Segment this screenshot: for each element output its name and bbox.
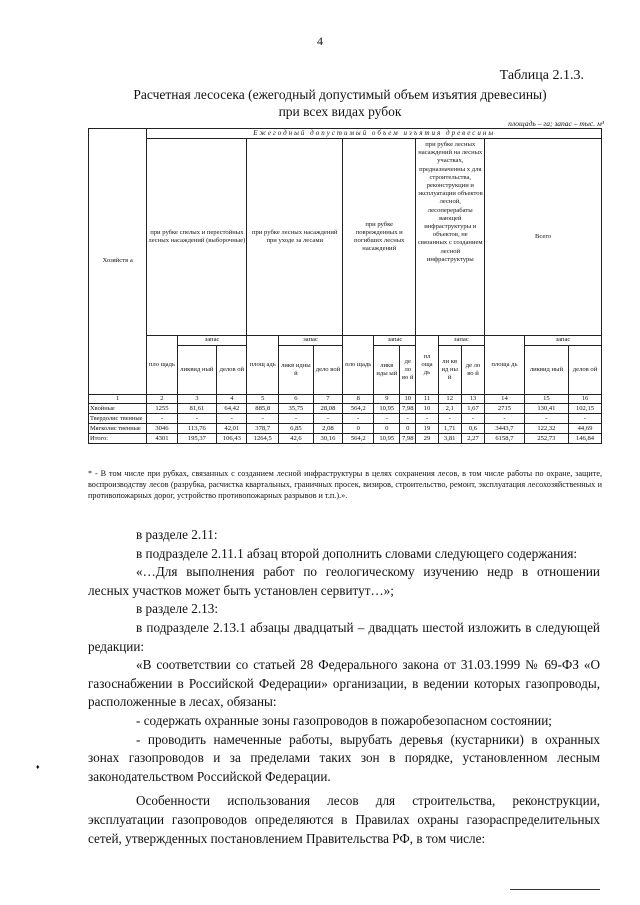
page-number: 4: [317, 34, 323, 48]
table-cell: 28,08: [313, 404, 342, 414]
table-cell: 30,16: [313, 434, 342, 444]
table-cell: 0,6: [461, 424, 484, 434]
paragraph: в разделе 2.13:: [136, 601, 218, 617]
table-cell: 64,42: [217, 404, 247, 414]
sub-area-3: пло щадь: [343, 336, 374, 395]
table-cell: -: [569, 414, 602, 424]
table-cell: 2,27: [461, 434, 484, 444]
farm-header: Хозяйств а: [89, 129, 147, 395]
table-row: [89, 424, 602, 434]
table-cell: 1255: [147, 404, 177, 414]
paragraph: в подразделе 2.13.1 абзацы двадцатый – двадцать шестой изложить в следующей редакции:: [88, 619, 600, 654]
table-cell: -: [374, 414, 400, 424]
table-cell: 2715: [485, 404, 525, 414]
table-cell: 6,85: [278, 424, 313, 434]
table-cell: 1,67: [461, 404, 484, 414]
stock-label-4: запас: [438, 336, 485, 346]
logging-quota-table: [88, 128, 602, 444]
table-cell: 1,71: [438, 424, 461, 434]
column-number-cell: 14: [485, 395, 525, 404]
column-number-cell: 5: [247, 395, 278, 404]
table-cell: -: [247, 414, 278, 424]
table-cell: 7,98: [400, 434, 416, 444]
column-number-cell: 8: [343, 395, 374, 404]
table-cell: 44,69: [569, 424, 602, 434]
table-footnote: * - В том числе при рубках, связанных с созданием лесной инфраструктуры в целях сохранения лесов, в том числе работы по охране, защите, воспроизводству лесов (разрубка, расчистка квартальных, граничных просек, визиров, строительство, ремонт, эксплуатация лесохозяйственных и противопожарных дорог, устройство противопожарных разрывов и т.п.).».: [88, 469, 602, 500]
stock-label-1: запас: [177, 336, 247, 346]
table-cell: 10,95: [374, 434, 400, 444]
row-name-cell: Мягколис твенные: [89, 424, 147, 434]
table-cell: -: [416, 414, 438, 424]
sub-business-3: де ло во й: [400, 346, 416, 395]
table-cell: 102,15: [569, 404, 602, 414]
stock-label-5: запас: [524, 336, 601, 346]
col-header-total: Всего: [485, 139, 602, 336]
table-row: [89, 414, 602, 424]
table-cell: 3443,7: [485, 424, 525, 434]
table-cell: 2,08: [313, 424, 342, 434]
sub-business-4: де ло во й: [461, 346, 484, 395]
sub-liquid-5: ликвид ный: [524, 346, 568, 395]
row-name-cell: Итого:: [89, 434, 147, 444]
column-number-cell: 13: [461, 395, 484, 404]
table-cell: 81,61: [177, 404, 217, 414]
row-name-cell: Твердолис твенные: [89, 414, 147, 424]
table-cell: -: [461, 414, 484, 424]
margin-bullet-mark: ♦: [36, 763, 40, 771]
table-cell: 3,81: [438, 434, 461, 444]
col-header-care: при рубке лесных насаждений при уходе за лесами: [247, 139, 343, 336]
column-number-cell: 9: [374, 395, 400, 404]
table-body: [89, 404, 602, 444]
table-cell: -: [438, 414, 461, 424]
table-cell: 29: [416, 434, 438, 444]
units-note: площадь – га; запас – тыс. м³: [508, 119, 604, 128]
table-cell: 0: [400, 424, 416, 434]
paragraph: «В соответствии со статьей 28 Федерального закона от 31.03.1999 № 69-ФЗ «О газоснабжении в Российской Федерации» организации, в ведении которых газопроводы, расположенные в лесах, обязаны:: [88, 657, 600, 710]
table-cell: 113,76: [177, 424, 217, 434]
table-cell: -: [400, 414, 416, 424]
sub-area-4: пл оща дь: [416, 336, 438, 395]
sub-liquid-4: ли кв ид ны й: [438, 346, 461, 395]
table-cell: 2,1: [438, 404, 461, 414]
sub-liquid-3: ликв иды ый: [374, 346, 400, 395]
sub-business-1: делов ой: [217, 346, 247, 395]
column-number-cell: 4: [217, 395, 247, 404]
table-cell: 130,41: [524, 404, 568, 414]
table-cell: 42,01: [217, 424, 247, 434]
sub-liquid-2: ликв идны й: [278, 346, 313, 395]
paragraph: «…Для выполнения работ по геологическому изучению недр в отношении лесных участков может быть установлен сервитут…»;: [88, 564, 600, 598]
col-header-infrastructure: при рубке лесных насаждений на лесных участках, предназначенны х для строительства, реконструкции и эксплуатации объектов лесной, лесоперерабаты вающей инфраструктуры и объектов, не связанных с созданием лесной инфраструктуры: [416, 139, 485, 336]
table-cell: 0: [374, 424, 400, 434]
column-number-row: [89, 395, 602, 404]
group-header: Ежегодный допустимый объем изъятия древесины: [147, 129, 602, 139]
table-cell: 19: [416, 424, 438, 434]
sub-business-5: делов ой: [569, 346, 602, 395]
table-cell: 10,95: [374, 404, 400, 414]
stock-label-2: запас: [278, 336, 342, 346]
table-cell: -: [177, 414, 217, 424]
col-header-mature: при рубке спелых и перестойных лесных насаждений (выборочные): [147, 139, 247, 336]
table-cell: 0: [343, 424, 374, 434]
table-title-line1: Расчетная лесосека (ежегодный допустимый объем изъятия древесины): [133, 87, 547, 102]
column-number-cell: 7: [313, 395, 342, 404]
column-number-cell: 12: [438, 395, 461, 404]
sub-area-5: площа дь: [485, 336, 525, 395]
table-title-line2: при всех видах рубок: [278, 104, 402, 119]
column-number-cell: 11: [416, 395, 438, 404]
table-cell: -: [524, 414, 568, 424]
table-cell: 378,7: [247, 424, 278, 434]
list-item: - содержать охранные зоны газопроводов в пожаробезопасном состоянии;: [136, 712, 552, 728]
table-cell: -: [485, 414, 525, 424]
bottom-rule: [510, 889, 600, 890]
column-number-cell: 15: [524, 395, 568, 404]
table-cell: 885,8: [247, 404, 278, 414]
column-number-cell: 3: [177, 395, 217, 404]
table-cell: 3046: [147, 424, 177, 434]
table-cell: -: [147, 414, 177, 424]
sub-area-1: пло щадь: [147, 336, 177, 395]
paragraph: в подразделе 2.11.1 абзац второй дополнить словами следующего содержания:: [136, 545, 578, 561]
table-cell: 564,2: [343, 434, 374, 444]
column-number-cell: 1: [89, 395, 147, 404]
col-header-damaged: при рубке поврежденных и погибших лесных насаждений: [343, 139, 416, 336]
column-number-cell: 2: [147, 395, 177, 404]
table-row: [89, 434, 602, 444]
table-cell: 564,2: [343, 404, 374, 414]
table-row: [89, 404, 602, 414]
table-cell: 252,73: [524, 434, 568, 444]
sub-area-2: площ адь: [247, 336, 278, 395]
table-cell: -: [217, 414, 247, 424]
table-cell: 122,32: [524, 424, 568, 434]
document-body: [88, 526, 600, 848]
list-item: - проводить намеченные работы, вырубать деревья (кустарники) в охранных зонах газопроводов и за пределами таких зон в порядке, установленном лесным законодательством Российской Федерации.: [88, 731, 600, 784]
table-cell: -: [313, 414, 342, 424]
table-cell: 146,84: [569, 434, 602, 444]
table-cell: 1264,5: [247, 434, 278, 444]
table-cell: 35,75: [278, 404, 313, 414]
table-cell: 7,98: [400, 404, 416, 414]
column-number-cell: 16: [569, 395, 602, 404]
table-cell: -: [278, 414, 313, 424]
sub-business-2: дело вой: [313, 346, 342, 395]
stock-label-3: запас: [374, 336, 416, 346]
table-title: [60, 86, 620, 120]
table-cell: 195,37: [177, 434, 217, 444]
table-cell: -: [343, 414, 374, 424]
table-cell: 4301: [147, 434, 177, 444]
table-cell: 6158,7: [485, 434, 525, 444]
paragraph: Особенности использования лесов для строительства, реконструкции, эксплуатации газопроводов определяются в Правилах охраны газораспределительных сетей, утвержденных постановлением Правительства РФ, в том числе:: [88, 793, 600, 846]
row-name-cell: Хвойные: [89, 404, 147, 414]
table-label: Таблица 2.1.3.: [499, 68, 584, 83]
table-cell: 106,43: [217, 434, 247, 444]
paragraph: в разделе 2.11:: [136, 527, 218, 542]
sub-liquid-1: ликвид ный: [177, 346, 217, 395]
table-cell: 42,6: [278, 434, 313, 444]
column-number-cell: 10: [400, 395, 416, 404]
table-cell: 10: [416, 404, 438, 414]
column-number-cell: 6: [278, 395, 313, 404]
